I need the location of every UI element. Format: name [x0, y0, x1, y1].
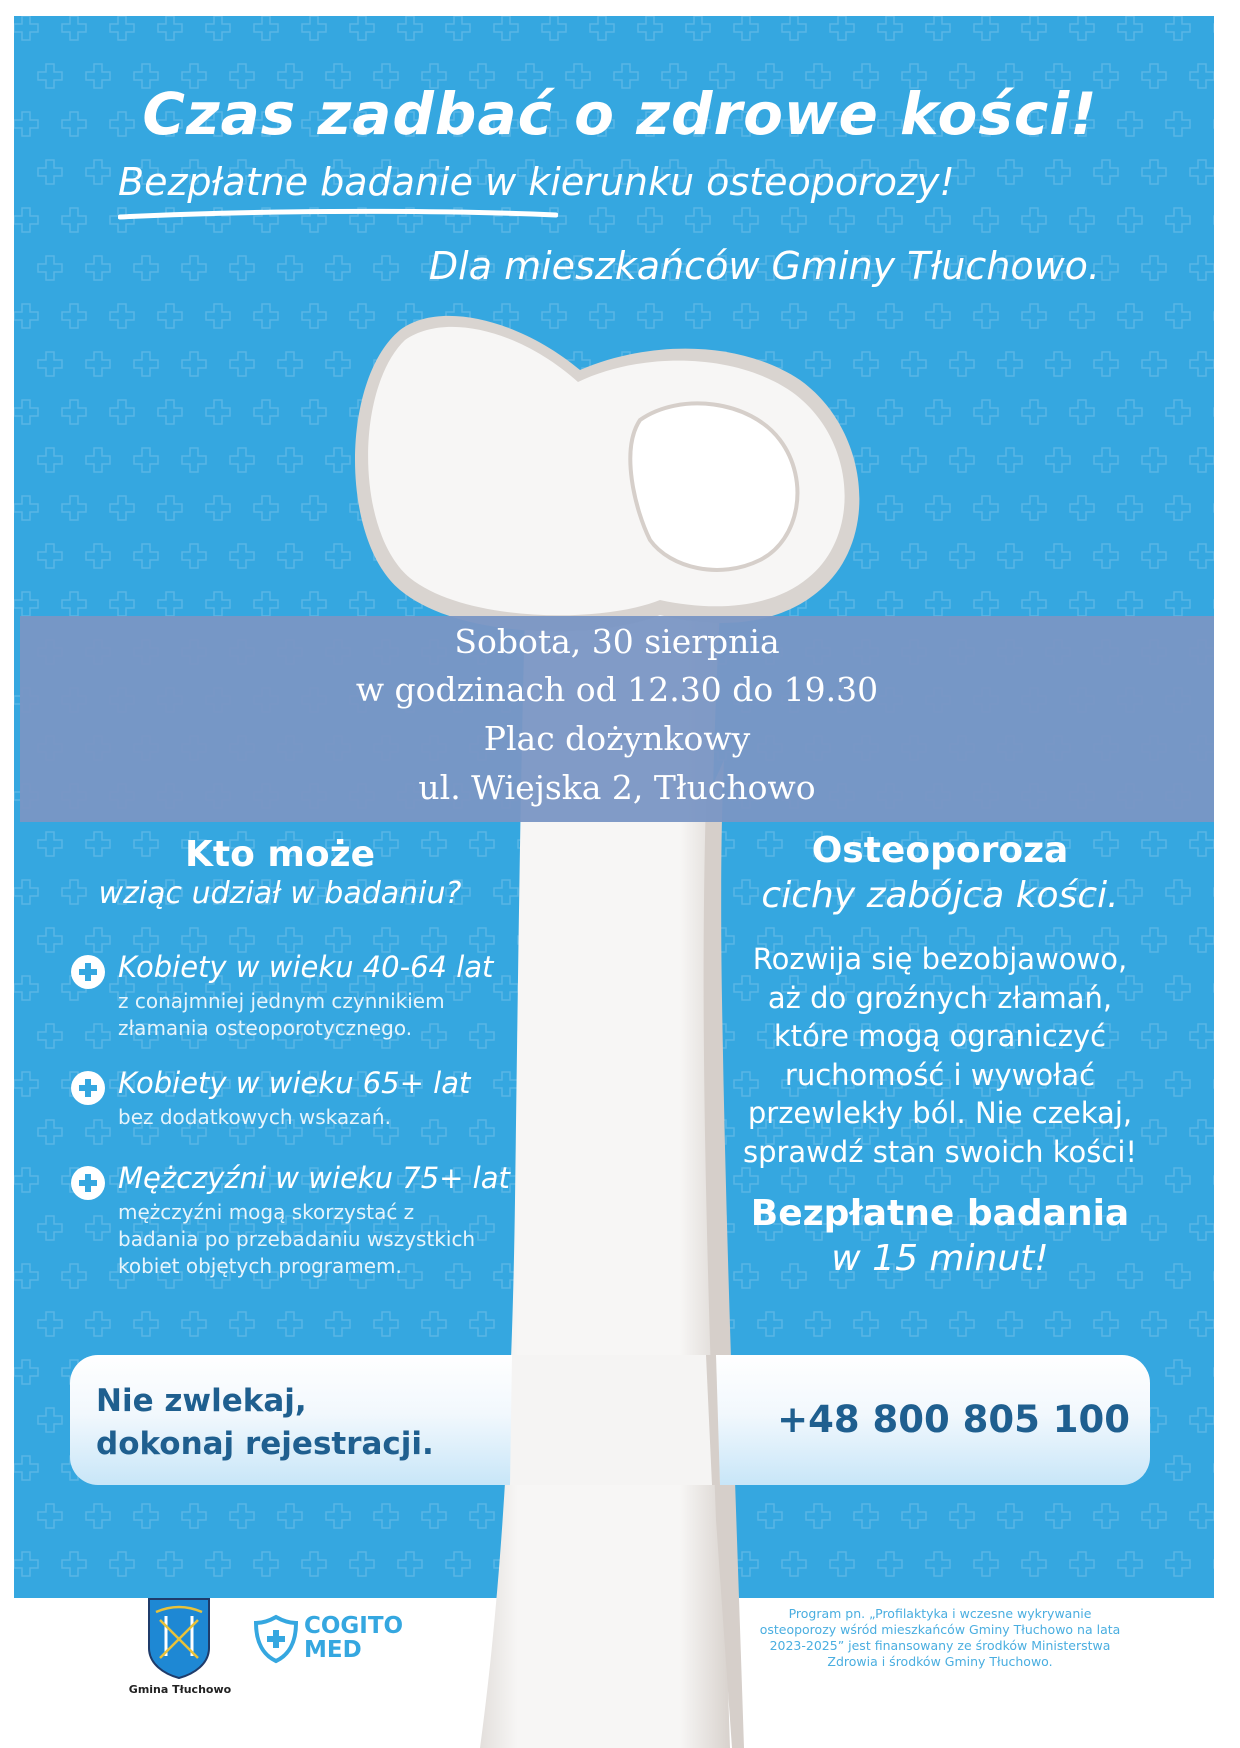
- eligibility-subtitle: wziąc udział w badaniu?: [98, 876, 462, 911]
- registration-phone-number[interactable]: +48 800 805 100: [777, 1398, 1130, 1441]
- event-hours: w godzinach od 12.30 do 19.30: [355, 670, 879, 709]
- residents-line: Dla mieszkańców Gminy Tłuchowo.: [428, 244, 1100, 288]
- event-date: Sobota, 30 sierpnia: [454, 622, 780, 661]
- event-address: ul. Wiejska 2, Tłuchowo: [418, 768, 816, 807]
- osteoporosis-description: Rozwija się bezobjawowo, aż do groźnych złamań, które mogą ograniczyć ruchomość i wywołać przewlekły ból. Nie czekaj, sprawdź stan swoich kości!: [742, 942, 1138, 1169]
- event-place: Plac dożynkowy: [483, 719, 751, 758]
- poster-subtitle: Bezpłatne badanie w kierunku osteoporozy!: [118, 160, 955, 204]
- osteoporosis-subtitle: cichy zabójca kości.: [761, 875, 1119, 916]
- criteria-description: bez dodatkowych wskazań.: [118, 1105, 391, 1129]
- osteoporosis-title: Osteoporoza: [811, 830, 1069, 871]
- free-tests-duration: w 15 minut!: [831, 1238, 1049, 1279]
- municipality-label: Gmina Tłuchowo: [128, 1683, 232, 1696]
- criteria-title: Mężczyźni w wieku 75+ lat: [118, 1161, 510, 1195]
- cogito-med-logo: COGITO MED: [304, 1613, 404, 1663]
- funding-note: Program pn. „Profilaktyka i wczesne wykrywanie osteoporozy wśród mieszkańców Gminy Tłuchowo na lata 2023-2025” jest finansowany ze środków Ministerstwa Zdrowia i środków Gminy Tłuchowo.: [759, 1606, 1121, 1669]
- cogito-shield-icon: [253, 1614, 299, 1664]
- free-tests-heading: Bezpłatne badania: [750, 1193, 1130, 1234]
- criteria-title: Kobiety w wieku 40-64 lat: [118, 950, 494, 984]
- poster-title: Czas zadbać o zdrowe kości!: [142, 80, 1098, 148]
- criteria-description: z conajmniej jednym czynnikiem złamania osteoporotycznego.: [118, 989, 445, 1040]
- eligibility-title: Kto może: [185, 834, 375, 875]
- registration-call-to-action: Nie zwlekaj, dokonaj rejestracji.: [96, 1383, 434, 1462]
- criteria-title: Kobiety w wieku 65+ lat: [118, 1066, 471, 1100]
- municipality-crest: [146, 1596, 212, 1680]
- criteria-description: mężczyźni mogą skorzystać z badania po przebadaniu wszystkich kobiet objętych programem.: [118, 1200, 476, 1278]
